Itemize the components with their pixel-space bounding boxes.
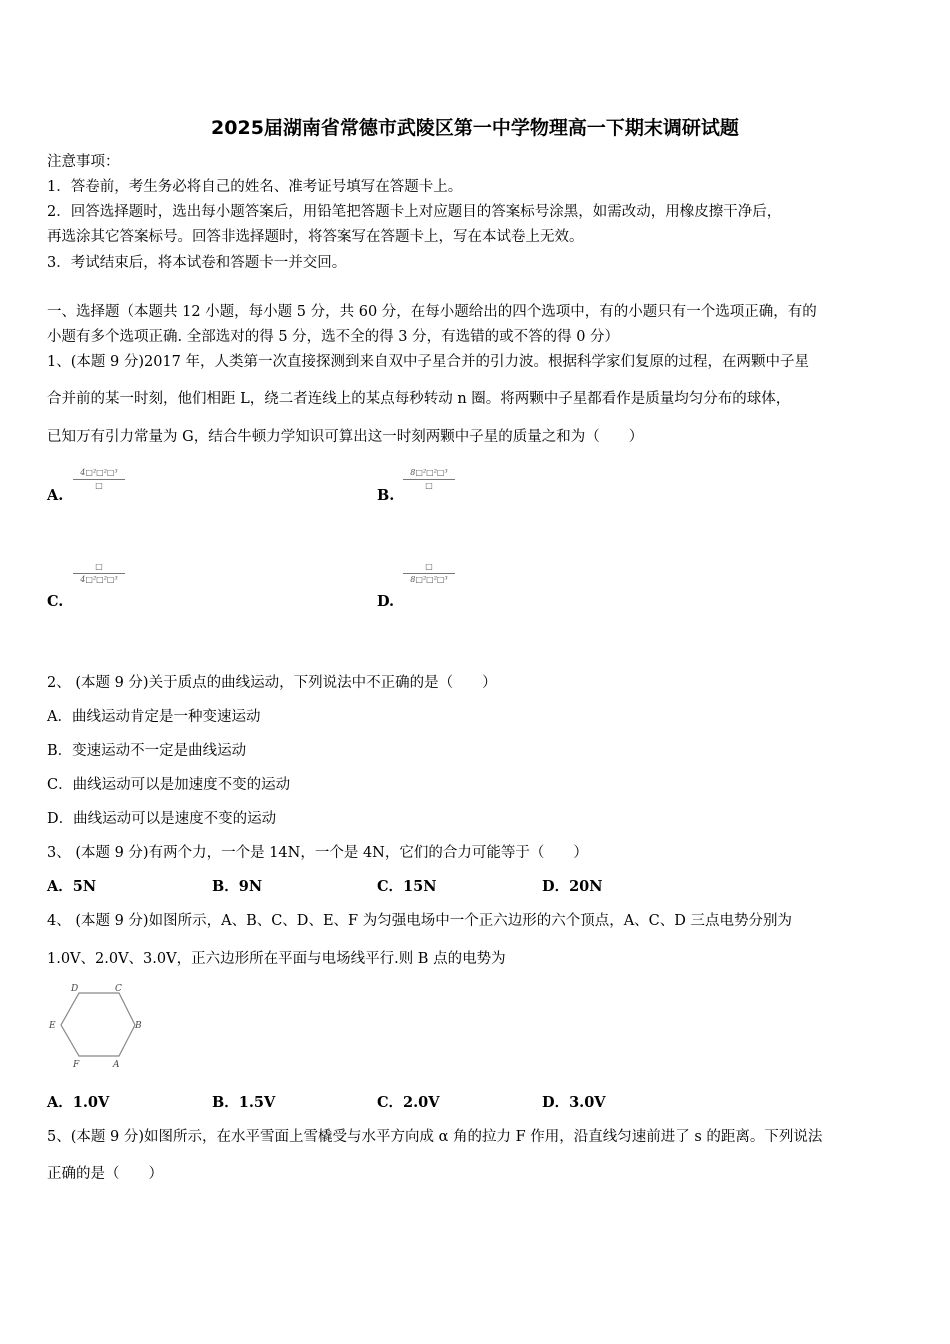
vertex-label-e: E: [49, 1021, 56, 1031]
q2-option-b: B．变速运动不一定是曲线运动: [47, 743, 247, 759]
q1-option-a-denominator: □: [95, 481, 103, 490]
hexagon-shape: [61, 993, 135, 1056]
vertex-label-b: B: [135, 1021, 142, 1031]
q1-option-c-denominator: 4□²□²□³: [80, 575, 118, 584]
notice-item-3: 3．考试结束后，将本试卷和答题卡一并交回。: [47, 255, 347, 271]
q1-stem-1: 1、(本题 9 分)2017 年，人类第一次直接探测到来自双中子星合并的引力波。根据科学家们复原的过程，在两颗中子星: [47, 354, 809, 370]
q2-option-a: A．曲线运动肯定是一种变速运动: [47, 709, 261, 725]
q1-option-d-label: D.: [377, 593, 395, 610]
section-instructions-1: 一、选择题（本题共 12 小题，每小题 5 分，共 60 分，在每小题给出的四个选项中，有的小题只有一个选项正确，有的: [47, 304, 817, 320]
q1-option-a-numerator: 4□²□²□³: [80, 468, 118, 477]
q1-option-a-label: A.: [47, 487, 64, 504]
q3-option-b: B．9N: [212, 878, 263, 895]
page-title: 2025届湖南省常德市武陵区第一中学物理高一下期末调研试题: [211, 117, 739, 139]
notice-item-2: 2．回答选择题时，选出每小题答案后，用铅笔把答题卡上对应题目的答案标号涂黑，如需改动，用橡皮擦干净后，: [47, 204, 782, 220]
q3-option-a: A．5N: [47, 878, 97, 895]
q1-option-a-formula: [73, 468, 125, 491]
hexagon-diagram: [44, 980, 154, 1075]
notice-item-1: 1．答卷前，考生务必将自己的姓名、准考证号填写在答题卡上。: [47, 179, 463, 195]
q3-stem: 3、 (本题 9 分)有两个力，一个是 14N，一个是 4N，它们的合力可能等于（ ）: [47, 845, 588, 861]
q2-stem: 2、 (本题 9 分)关于质点的曲线运动，下列说法中不正确的是（ ）: [47, 675, 497, 691]
q4-stem-2: 1.0V、2.0V、3.0V，正六边形所在平面与电场线平行.则 B 点的电势为: [47, 951, 506, 967]
q1-stem-3: 已知万有引力常量为 G，结合牛顿力学知识可算出这一时刻两颗中子星的质量之和为（ ）: [47, 429, 644, 445]
q1-option-b-numerator: 8□²□²□³: [410, 468, 448, 477]
q4-option-b: B．1.5V: [212, 1094, 276, 1111]
vertex-label-f: F: [73, 1060, 80, 1070]
q1-option-c-label: C.: [47, 593, 64, 610]
notice-heading: 注意事项：: [47, 154, 120, 170]
q5-stem-2: 正确的是（ ）: [47, 1166, 163, 1182]
q3-option-d: D．20N: [542, 878, 603, 895]
q4-option-c: C．2.0V: [377, 1094, 440, 1111]
vertex-label-a: A: [113, 1060, 120, 1070]
notice-item-2-cont: 再选涂其它答案标号。回答非选择题时，将答案写在答题卡上，写在本试卷上无效。: [47, 229, 584, 245]
q2-option-d: D．曲线运动可以是速度不变的运动: [47, 811, 277, 827]
q1-option-b-label: B.: [377, 487, 395, 504]
section-instructions-2: 小题有多个选项正确. 全部选对的得 5 分，选不全的得 3 分，有选错的或不答的得 0 分）: [47, 329, 620, 345]
q1-option-b-formula: [403, 468, 455, 491]
q4-option-a: A．1.0V: [47, 1094, 110, 1111]
q2-option-c: C．曲线运动可以是加速度不变的运动: [47, 777, 291, 793]
q5-stem-1: 5、(本题 9 分)如图所示，在水平雪面上雪橇受与水平方向成 α 角的拉力 F 作用，沿直线匀速前进了 s 的距离。下列说法: [47, 1129, 823, 1145]
q1-option-c-formula: [73, 562, 125, 585]
vertex-label-c: C: [115, 984, 122, 994]
q1-option-d-formula: [403, 562, 455, 585]
q1-stem-2: 合并前的某一时刻，他们相距 L，绕二者连线上的某点每秒转动 n 圈。将两颗中子星都看作是质量均匀分布的球体，: [47, 391, 791, 407]
q1-option-d-denominator: 8□²□²□³: [410, 575, 448, 584]
q4-option-d: D．3.0V: [542, 1094, 606, 1111]
q4-stem-1: 4、 (本题 9 分)如图所示，A、B、C、D、E、F 为匀强电场中一个正六边形的六个顶点，A、C、D 三点电势分别为: [47, 913, 792, 929]
q1-option-c-numerator: □: [95, 562, 103, 571]
q1-option-d-numerator: □: [425, 562, 433, 571]
q3-option-c: C．15N: [377, 878, 437, 895]
vertex-label-d: D: [71, 984, 79, 994]
q1-option-b-denominator: □: [425, 481, 433, 490]
